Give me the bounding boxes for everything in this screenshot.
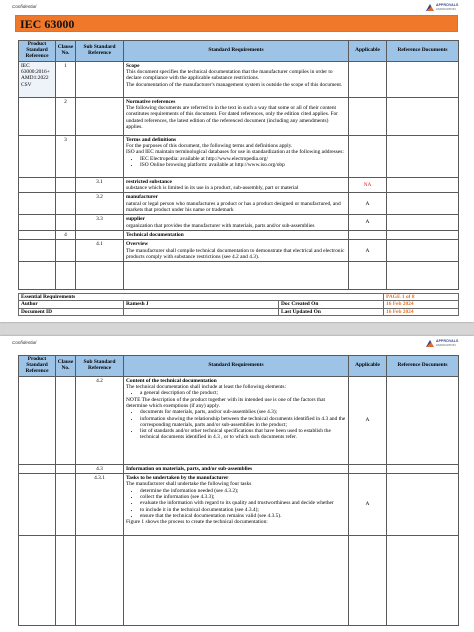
logo-line2: ASSOCIATION <box>436 7 456 11</box>
sub-cell: 4.3.1 <box>76 474 124 536</box>
table-row <box>19 97 459 135</box>
col-clause: Clause No. <box>56 356 76 377</box>
docid-value <box>124 308 279 315</box>
req-title: Terms and definitions <box>126 136 177 143</box>
company-logo <box>426 339 462 349</box>
ref-doc-cell <box>387 177 459 193</box>
table-row <box>19 474 459 536</box>
requirement-cell <box>124 464 349 473</box>
page-number: PAGE 1 of 8 <box>384 294 459 301</box>
clause-cell <box>56 240 76 262</box>
requirement-cell <box>124 177 349 193</box>
col-sub-std: Sub Standard Reference <box>76 356 124 377</box>
list-item: • documents for materials, parts, and/or sub-assemblies (see 4.3); <box>140 409 346 415</box>
col-ref-docs: Reference Documents <box>387 356 459 377</box>
applicable-value: A <box>349 193 387 215</box>
sub-cell <box>76 262 124 290</box>
applicable-cell <box>349 97 387 135</box>
col-ref-docs: Reference Documents <box>387 41 459 62</box>
std-ref-cell <box>19 262 56 290</box>
ref-doc-cell <box>387 376 459 464</box>
confidential-label: Confidential <box>12 340 37 345</box>
author-label: Author <box>19 301 124 308</box>
list-item: • a general description of the product; <box>140 390 346 396</box>
table-row <box>19 536 459 626</box>
logo-line1: APPROVALS <box>436 3 459 7</box>
req-title: Content of the technical documentation <box>126 377 217 384</box>
sub-cell: 3.1 <box>76 177 124 193</box>
req-body: The following documents are referred to in the text in such a way that some or all of their content constitutes requirements of this document. For dated references, only the edition cited applies. For undated references, the latest edition of the referenced document (including any amendments) applies. <box>126 105 338 130</box>
table-row <box>19 464 459 473</box>
requirements-table <box>18 40 459 290</box>
created-value: 16 Feb 2024 <box>384 301 459 308</box>
req-body: ISO and IEC maintain terminological databases for use in standardization at the following addresses: <box>126 149 344 156</box>
requirement-cell <box>124 240 349 262</box>
req-body: The manufacturer shall undertake the following four tasks <box>126 481 252 488</box>
col-requirements: Standard Requirements <box>124 41 349 62</box>
ref-doc-cell <box>387 464 459 473</box>
page-header <box>12 3 462 13</box>
company-logo <box>426 3 462 13</box>
std-ref-cell <box>19 177 56 193</box>
std-ref-cell <box>19 230 56 239</box>
clause-cell <box>56 215 76 231</box>
sub-cell: 3.3 <box>76 215 124 231</box>
updated-value: 16 Feb 2024 <box>384 308 459 315</box>
table-row <box>19 376 459 464</box>
ref-doc-cell <box>387 97 459 135</box>
ref-doc-cell <box>387 262 459 290</box>
table-row <box>19 262 459 290</box>
confidential-label: Confidential <box>12 4 37 9</box>
ref-doc-cell <box>387 230 459 239</box>
logo-mark-icon <box>426 340 434 347</box>
document-title: IEC 63000 <box>20 17 75 31</box>
requirement-cell <box>124 135 349 177</box>
table-row <box>19 193 459 215</box>
list-item: • ensure that the technical documentation remains valid (see 4.3.5). <box>140 513 346 519</box>
req-bullets <box>126 156 346 169</box>
req-body: organization that provides the manufacturer with materials, parts and/or sub-assemblies <box>126 222 315 229</box>
page-header <box>12 339 462 349</box>
created-label: Doc Created On <box>279 301 384 308</box>
applicable-cell <box>349 262 387 290</box>
col-applicable: Applicable <box>349 356 387 377</box>
std-ref-cell <box>19 135 56 177</box>
clause-cell <box>56 464 76 473</box>
requirement-cell <box>124 536 349 626</box>
updated-label: Last Updated On <box>279 308 384 315</box>
applicable-value: A <box>349 240 387 262</box>
std-ref-cell: IEC 63000:2016+ AMD1:2022 CSV <box>19 61 56 97</box>
list-item: • information showing the relationship between the technical documents identified in 4.3 and the corresponding materials, parts and/or sub-assemblies in the product; <box>140 416 346 429</box>
req-body: The manufacturer shall compile technical documentation to demonstrate that electrical and electronic products comply with substance restrictions (see 4.2 and 4.3). <box>126 247 345 260</box>
document-title-bar <box>15 15 458 32</box>
requirement-cell <box>124 97 349 135</box>
table-row <box>19 240 459 262</box>
requirement-cell <box>124 193 349 215</box>
requirement-cell <box>124 474 349 536</box>
ref-doc-cell <box>387 240 459 262</box>
clause-cell: 2 <box>56 97 76 135</box>
ref-doc-cell <box>387 474 459 536</box>
req-title: manufacturer <box>126 194 158 201</box>
table-row <box>19 135 459 177</box>
table-row <box>19 230 459 239</box>
std-ref-cell <box>19 464 56 473</box>
sub-cell: 4.3 <box>76 464 124 473</box>
col-sub-std: Sub Standard Reference <box>76 41 124 62</box>
essential-req-label: Essential Requirements <box>19 294 384 301</box>
table-row <box>19 215 459 231</box>
req-body: natural or legal person who manufactures a product or has a product designed or manufactured, and markets that product under his name or trademark <box>126 200 341 213</box>
clause-cell <box>56 536 76 626</box>
applicable-cell <box>349 464 387 473</box>
clause-cell: 4 <box>56 230 76 239</box>
sub-cell <box>76 135 124 177</box>
clause-cell <box>56 193 76 215</box>
req-note: NOTE The description of the product together with its intended use is one of the factors that determine which exemptions (if any) apply. <box>126 396 326 409</box>
std-ref-cell <box>19 474 56 536</box>
sub-cell: 4.2 <box>76 376 124 464</box>
applicable-value: A <box>349 474 387 536</box>
sub-cell <box>76 97 124 135</box>
std-ref-cell <box>19 97 56 135</box>
list-item: • ISO Online browsing platform: available at http://www.iso.org/obp <box>140 162 346 168</box>
ref-doc-cell <box>387 135 459 177</box>
req-title: Overview <box>126 241 149 248</box>
col-product-std: Product Standard Reference <box>19 41 56 62</box>
requirements-table <box>18 355 459 626</box>
requirement-cell <box>124 376 349 464</box>
list-item: • determine the information needed (see 4.3.2); <box>140 488 346 494</box>
clause-cell <box>56 262 76 290</box>
req-bullets <box>126 409 346 440</box>
req-body: Figure 1 shows the process to create the technical documentation: <box>126 519 268 526</box>
list-item: • evaluate the information with regard to its quality and trustworthiness and decide whether <box>140 500 346 506</box>
req-bullets <box>126 488 346 519</box>
sub-cell: 4.1 <box>76 240 124 262</box>
ref-doc-cell <box>387 536 459 626</box>
docid-label: Document ID <box>19 308 124 315</box>
req-title: Technical documentation <box>126 231 184 238</box>
col-requirements: Standard Requirements <box>124 356 349 377</box>
requirement-cell <box>124 262 349 290</box>
logo-line2: ASSOCIATION <box>436 343 456 347</box>
applicable-cell <box>349 135 387 177</box>
clause-cell <box>56 474 76 536</box>
clause-cell: 3 <box>56 135 76 177</box>
page-2 <box>0 336 474 632</box>
req-title: restricted substance <box>126 178 172 185</box>
sub-cell <box>76 230 124 239</box>
sub-cell <box>76 61 124 97</box>
req-title: Normative references <box>126 98 176 105</box>
col-clause: Clause No. <box>56 41 76 62</box>
req-title: supplier <box>126 216 145 223</box>
req-title: Tasks to be undertaken by the manufacturer <box>126 475 229 482</box>
list-item: • list of standards and/or other technical specifications that have been used to establish the technical documents identified in 4.3 , or to which such documents refer. <box>140 428 346 441</box>
std-ref-cell <box>19 376 56 464</box>
applicable-cell <box>349 230 387 239</box>
ref-doc-cell <box>387 193 459 215</box>
logo-line1: APPROVALS <box>436 339 459 343</box>
ref-doc-cell <box>387 61 459 97</box>
applicable-cell <box>349 536 387 626</box>
table-row <box>19 177 459 193</box>
logo-mark-icon <box>426 4 434 11</box>
sub-cell <box>76 536 124 626</box>
document-footer-table <box>18 293 459 316</box>
requirement-cell <box>124 230 349 239</box>
std-ref-cell <box>19 240 56 262</box>
req-title: Information on materials, parts, and/or sub-assemblies <box>126 465 253 472</box>
col-applicable: Applicable <box>349 41 387 62</box>
req-body: The documentation of the manufacturer's management system is outside the scope of this document. <box>126 81 343 88</box>
requirement-cell <box>124 215 349 231</box>
applicable-value: A <box>349 376 387 464</box>
sub-cell: 3.2 <box>76 193 124 215</box>
clause-cell: 1 <box>56 61 76 97</box>
author-value: Ramesh J <box>124 301 279 308</box>
std-ref-cell <box>19 215 56 231</box>
applicable-cell <box>349 61 387 97</box>
table-row <box>19 61 459 97</box>
req-body: The technical documentation shall include at least the following elements: <box>126 384 287 391</box>
list-item: • IEC Electropedia: available at http://www.electropedia.org/ <box>140 156 346 162</box>
list-item: • to include it in the technical documentation (see 4.3.4); <box>140 507 346 513</box>
clause-cell <box>56 177 76 193</box>
col-product-std: Product Standard Reference <box>19 356 56 377</box>
std-ref-cell <box>19 193 56 215</box>
applicable-value: NA <box>349 177 387 193</box>
requirement-cell <box>124 61 349 97</box>
req-body: This document specifies the technical documentation that the manufacturer compiles in order to declare compliance with the applicable substance restrictions. <box>126 69 333 82</box>
req-title: Scope <box>126 62 140 69</box>
std-ref-cell <box>19 536 56 626</box>
applicable-value: A <box>349 215 387 231</box>
list-item: • collect the information (see 4.3.3); <box>140 494 346 500</box>
req-body: substance which is limited in its use in a product, sub-assembly, part or material <box>126 185 299 192</box>
ref-doc-cell <box>387 215 459 231</box>
req-body: For the purposes of this document, the following terms and definitions apply. <box>126 143 293 150</box>
clause-cell <box>56 376 76 464</box>
